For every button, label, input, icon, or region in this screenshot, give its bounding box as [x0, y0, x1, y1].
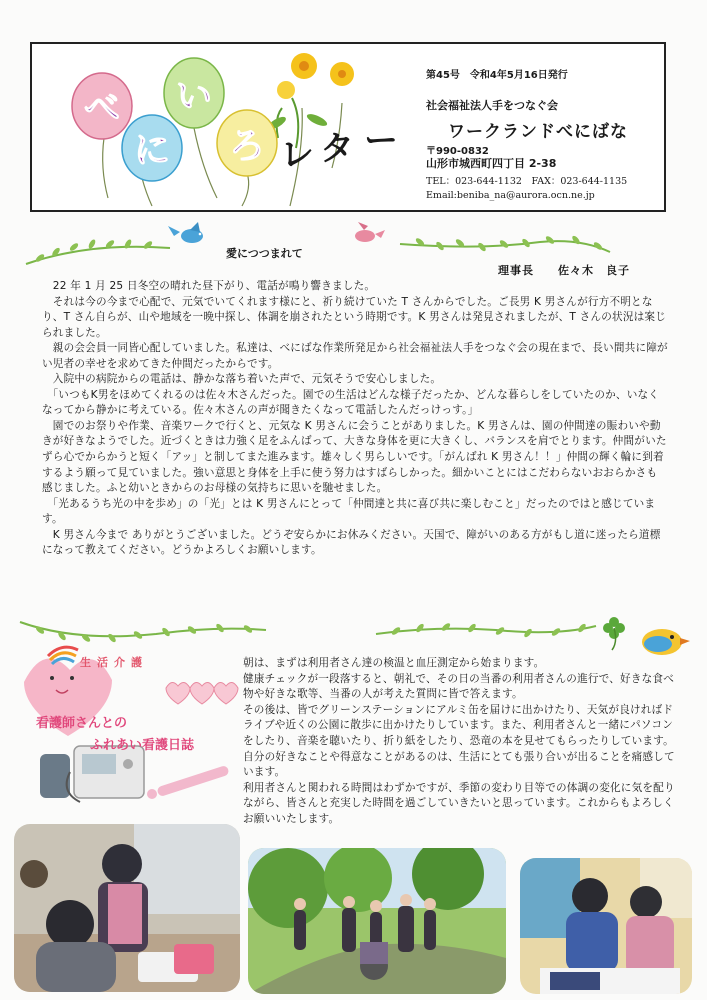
column-subtitle: ふれあい看護日誌 [90, 738, 195, 753]
phone-fax: TEL：023-644-1132 FAX：023-644-1135 [426, 176, 628, 187]
column-paragraph: 利用者さんと関われる時間はわずかですが、季節の変わり目等での体調の変化に気を配りながら、皆さんと充実した時間を過ごしていきたいと思っています。これからもよろしくお願いいたします。 [243, 781, 675, 825]
article-paragraph: 「光あるうち光の中を歩め」の「光」とは K 男さんにとって「仲間達と共に喜び共に楽しむこと」だったのではと感じています。 [42, 497, 656, 526]
organization-name: ワークランドべにばな [448, 122, 628, 142]
article-paragraph: 22 年 1 月 25 日冬空の晴れた昼下がり、電話が鳴り響きました。 [42, 280, 376, 292]
pink-bird-icon [355, 222, 385, 242]
issue-info: 第45号 令和4年5月16日発行 [426, 70, 568, 81]
photo-walk-in-park [248, 848, 506, 994]
photo-activity [520, 858, 692, 994]
column-paragraph: 健康チェックが一段落すると、朝礼で、その日の当番の利用者さんの進行で、好きな食べ物や好きな歌等、当番の人が考えた質問に皆で答えます。 [243, 672, 675, 701]
article-paragraph: 「いつもK男をほめてくれるのは佐々木さんだった。園での生活はどんな様子だったか、どんな暮らしをしていたのか、いなくなってから静かに考えている。佐々木さんの声が聞きたくなって電話したんだっけっす。」 [42, 388, 660, 417]
logo-char: レ [280, 135, 314, 175]
yellow-bird-icon [642, 629, 690, 655]
column-paragraph: その後は、皆でグリーンステーションにアルミ缶を届けに出かけたり、天気が良ければドライブや近くの公園に散歩に出かけたりしています。また、利用者さんと一緒にパソコンをしたり、音楽を聴いたり、折り紙をしたり、恐竜の本を見せてもらったりしています。自分の好きなことや得意なことがあるのは、生活にとても張り合いが出ることを痛感しています。 [243, 703, 675, 779]
thermometer-icon [147, 765, 230, 799]
article-paragraph: それは今の今まで心配で、元気でいてくれます様にと、祈り続けていた T さんからでした。ご長男 K 男さんが行方不明となり、T さん自らが、山や地域を一晩中探し、体調を崩されたという時期です。K 男さんは発見されましたが、T さんの状況は案じられました。 [42, 295, 666, 339]
organization-type: 社会福祉法人手をつなぐ会 [426, 99, 558, 112]
blue-bird-icon [168, 222, 203, 243]
blood-pressure-monitor-icon [40, 746, 144, 802]
clover-icon [603, 617, 625, 650]
article-title: 愛につつまれて [226, 247, 303, 260]
email-address[interactable]: Email:beniba_na@aurora.ocn.ne.jp [426, 190, 595, 201]
article-paragraph: 親の会会員一同皆心配していました。私達は、べにばな作業所発足から社会福祉法人手をつなぐ会の現在まで、長い間共に障がい児者の幸せを求めてきた仲間だったからです。 [42, 342, 668, 370]
column-category-label: 生活介護 [80, 656, 148, 669]
photo-health-check [14, 824, 240, 992]
logo-char: べ [84, 88, 121, 129]
article-author: 理事長 佐々木 良子 [498, 264, 630, 277]
article-body [42, 279, 668, 559]
article-paragraph: 園でのお祭りや作業、音楽ワークで行くと、元気な K 男さんに会うことがありました。K 男さんは、園の仲間達の賑わいや動きが好きなようでした。近づくときは力強く足をふんばって、大きな身体を更に大きくし、バランスを肩でとります。仲間がいたずら心でからかうと短く「アッ」と制してまた進みます。雄々しく男らしいです。「がんばれ K 男さん！！」仲間の輝く輪に到着するよう願って見ていました。強い意思と身体を上手に使う努力はすばらしかった。細かいことにはこだわらないおおらかさも感じました。ふと幼いときからのお母様の気持ちに思いを馳せました。 [42, 419, 667, 495]
logo-char: に [134, 130, 171, 171]
nursing-column-body [243, 656, 683, 828]
postal-code: 〒990-0832 [426, 146, 489, 157]
small-hearts-icon [166, 682, 238, 704]
address: 山形市城西町四丁目 2-38 [426, 157, 557, 170]
logo-char: い [176, 76, 213, 117]
newsletter-logo [42, 48, 432, 210]
article-paragraph: K 男さん今まで ありがとうございました。どうぞ安らかにお休みください。天国で、障がいのある方がもし道に迷ったら道標になって教えてください。どうかよろしくお願いします。 [42, 528, 661, 557]
logo-char: ー [364, 121, 398, 161]
article-paragraph: 入院中の病院からの電話は、静かな落ち着いた声で、元気そうで安心しました。 [42, 373, 442, 386]
column-title: 看護師さんとの [36, 716, 128, 731]
logo-char: ろ [229, 126, 266, 167]
column-paragraph: 朝は、まずは利用者さん達の検温と血圧測定から始まります。 [243, 657, 545, 669]
logo-char: タ [320, 129, 354, 169]
